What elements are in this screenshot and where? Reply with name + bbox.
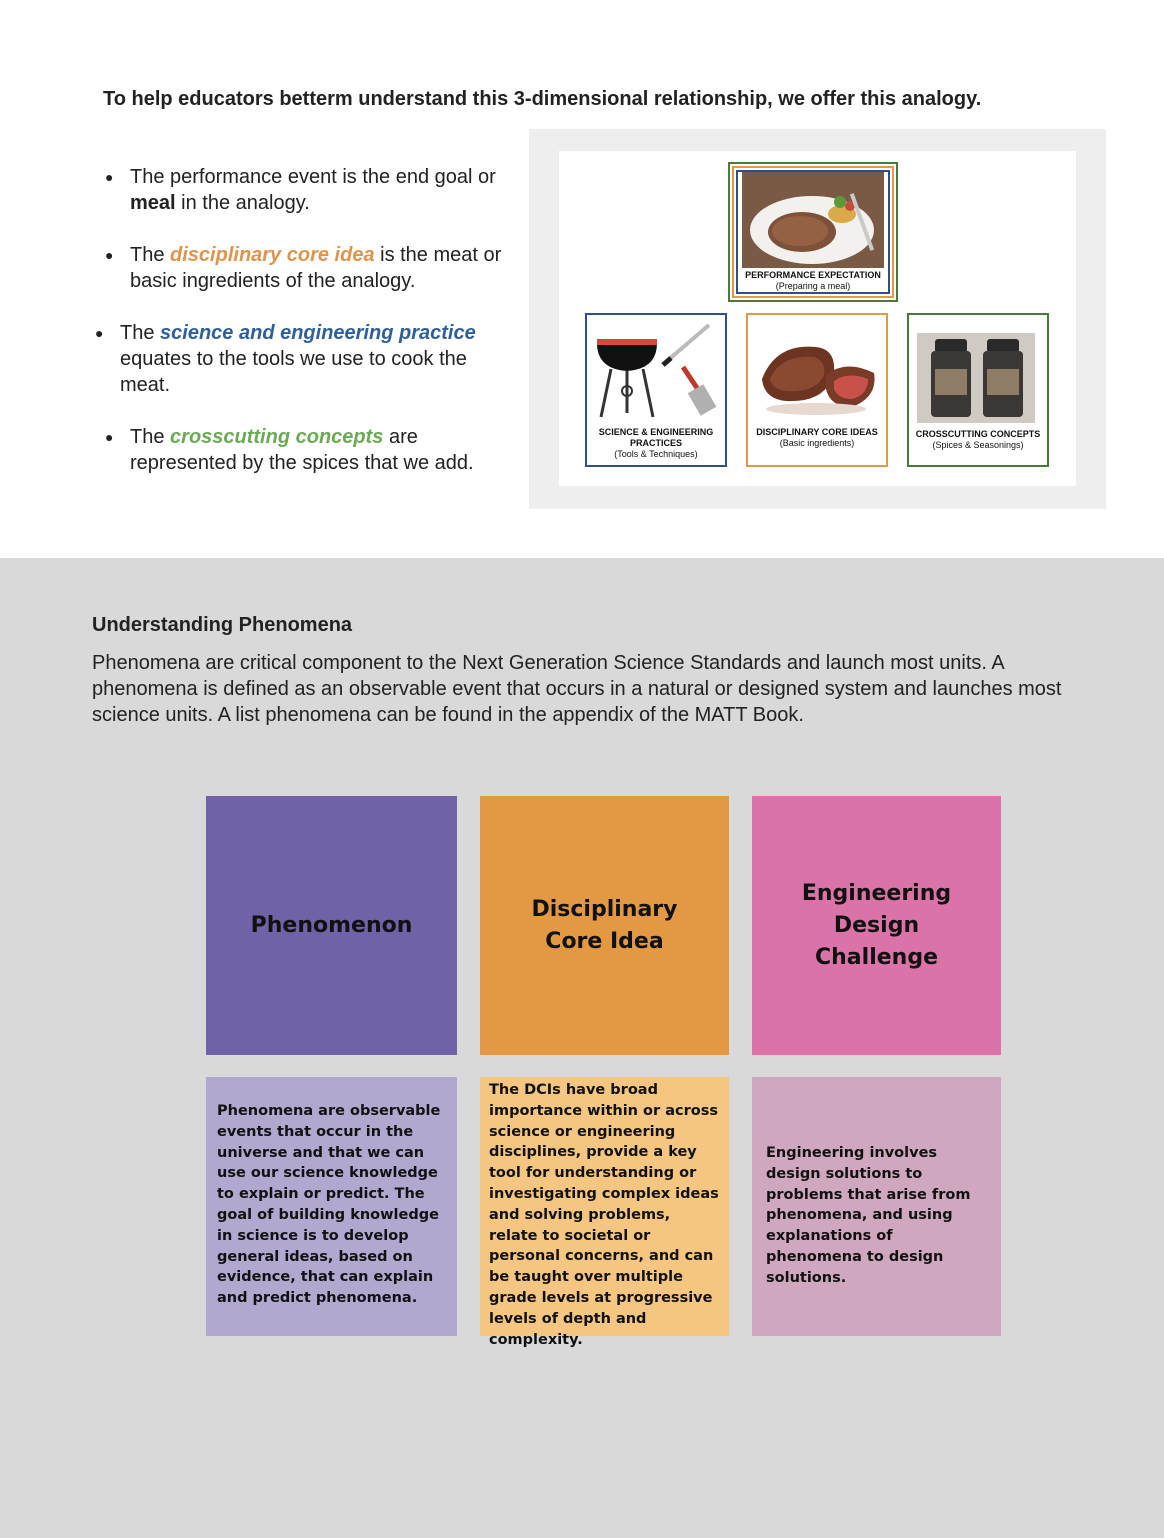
bullet-dot-icon: ● <box>105 247 114 263</box>
bullet-dot-icon: ● <box>95 325 104 341</box>
bullet-text: is the meat or basic ingredients of the analogy. <box>130 244 502 292</box>
phenomenon-description <box>206 1077 457 1336</box>
dci-card <box>746 313 888 467</box>
bullet-dot-icon: ● <box>105 429 114 445</box>
analogy-canvas <box>559 151 1076 486</box>
spice-jars-image <box>917 333 1035 423</box>
bullet-text: The <box>130 426 171 448</box>
sep-card <box>585 313 727 467</box>
edc-description-text: Engineering involves design solutions to problems that arise from phenomena, and using explanations of phenomena to design solutions. <box>766 1145 971 1286</box>
pe-title: PERFORMANCE EXPECTATION <box>745 270 881 280</box>
analogy-section <box>0 0 1164 558</box>
grill-tools-image <box>591 321 723 421</box>
ccc-card <box>907 313 1049 467</box>
intro-heading: To help educators betterm understand this 3-dimensional relationship, we offer this analogy. <box>103 88 982 110</box>
highlight-sep: science and engineering practice <box>160 322 476 344</box>
sep-subtitle: (Tools & Techniques) <box>614 449 698 459</box>
bullet-text: The performance event is the end goal or <box>130 166 496 188</box>
dci-description-text: The DCIs have broad importance within or across science or engineering disciplines, provide a key tool for understanding or investigating complex ideas and solving problems, relate to societal or personal concerns, and can be taught over multiple grade levels at progressive levels of depth and complexity. <box>489 1082 719 1348</box>
bullet-bold: meal <box>130 192 176 214</box>
bullet-text: equates to the tools we use to cook the meat. <box>120 348 467 396</box>
dci-title: DISCIPLINARY CORE IDEAS <box>756 427 878 437</box>
ccc-title: CROSSCUTTING CONCEPTS <box>915 429 1041 439</box>
phenomenon-description-text: Phenomena are observable events that occur in the universe and that we can use our science knowledge to explain or predict. The goal of building knowledge in science is to develop general ideas, based on evidence, that can explain and predict phenomena. <box>217 1103 441 1307</box>
analogy-diagram <box>529 129 1106 509</box>
dci-subtitle: (Basic ingredients) <box>779 438 855 448</box>
bullet-text: The <box>120 322 161 344</box>
sep-title: SCIENCE & ENGINEERING PRACTICES <box>598 427 714 448</box>
bullet-dot-icon: ● <box>105 169 114 185</box>
pe-subtitle: (Preparing a meal) <box>775 281 851 291</box>
edc-box-title: Engineering Design Challenge <box>801 880 952 970</box>
dci-box-title: Disciplinary Core Idea <box>531 896 678 954</box>
phenomenon-box <box>206 796 457 1055</box>
steak-image <box>756 329 882 419</box>
dci-box <box>480 796 729 1055</box>
steak-plate-image <box>742 172 884 268</box>
highlight-dci: disciplinary core idea <box>170 244 375 266</box>
phenomena-paragraph: Phenomena are critical component to the Next Generation Science Standards and launch most units. A phenomena is defined as an observable event that occurs in a natural or designed system and launches most science units. A list phenomena can be found in the appendix of the MATT Book. <box>92 652 1062 726</box>
phenomena-title: Understanding Phenomena <box>92 614 353 636</box>
bullet-text: in the analogy. <box>175 192 310 214</box>
highlight-ccc: crosscutting concepts <box>170 426 384 448</box>
phenomenon-box-title: Phenomenon <box>250 912 413 938</box>
edc-description <box>752 1077 1001 1336</box>
performance-expectation-card <box>728 162 898 302</box>
bullet-text: The <box>130 244 171 266</box>
edc-box <box>752 796 1001 1055</box>
bullet-text: are represented by the spices that we add. <box>130 426 474 474</box>
ccc-subtitle: (Spices & Seasonings) <box>932 440 1024 450</box>
dci-description <box>480 1077 729 1348</box>
